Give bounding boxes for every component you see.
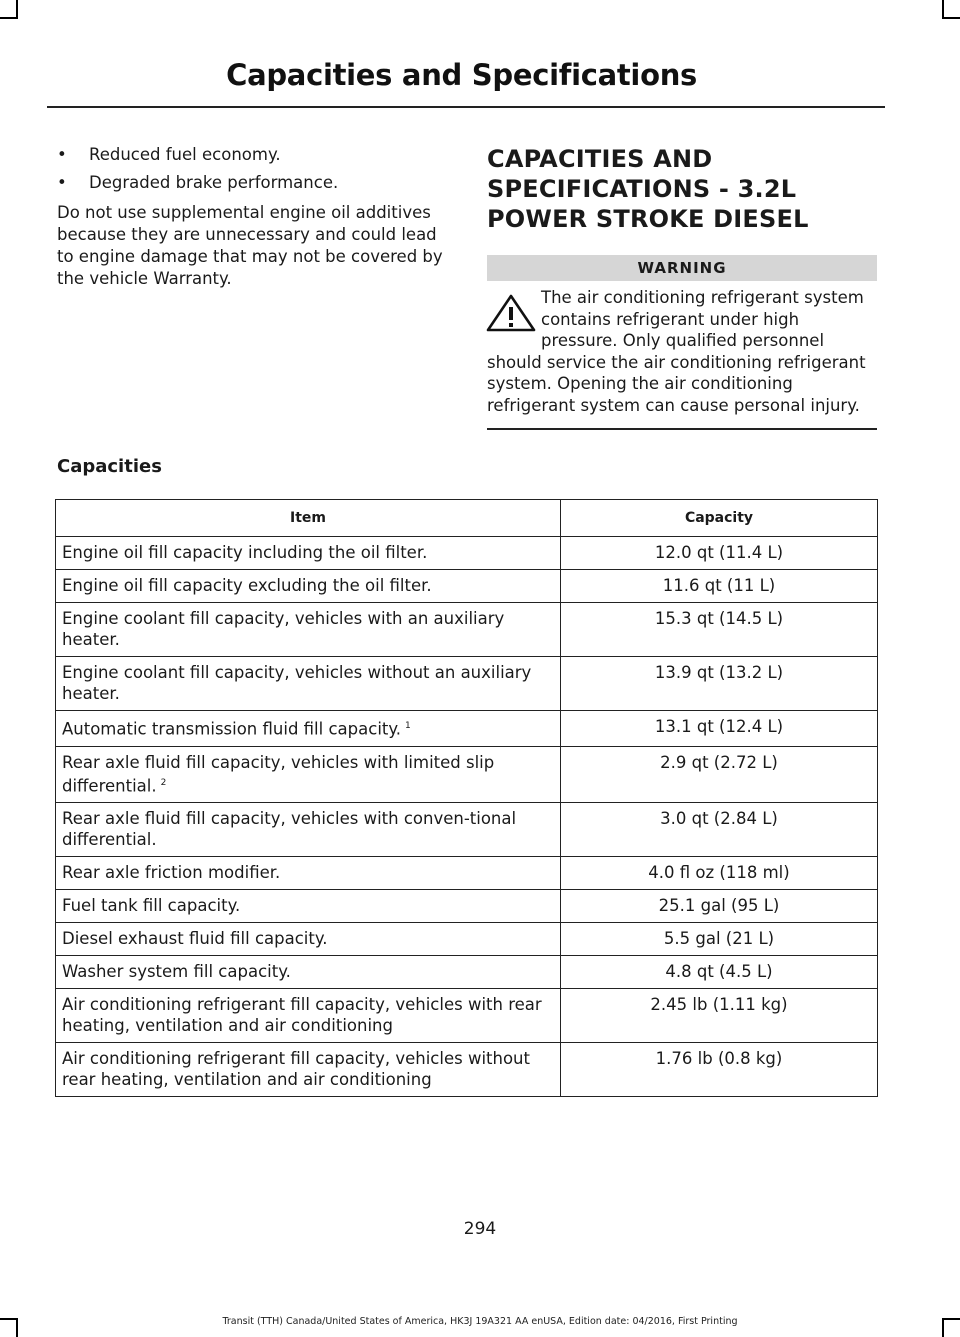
item-cell bbox=[56, 989, 561, 1043]
crop-mark-top-right bbox=[942, 0, 944, 18]
table-body bbox=[56, 537, 878, 1097]
capacity-cell: 5.5 gal (21 L) bbox=[561, 923, 878, 956]
table-row bbox=[56, 711, 878, 747]
warning-box bbox=[487, 287, 877, 416]
item-text: Air conditioning refrigerant fill capacity, vehicles with rear heating, ventilation and air conditioning bbox=[62, 995, 542, 1035]
table-row bbox=[56, 1043, 878, 1097]
capacity-cell: 2.45 lb (1.11 kg) bbox=[561, 989, 878, 1043]
item-text: Engine oil fill capacity including the oil filter. bbox=[62, 543, 428, 562]
bullet-dot: • bbox=[57, 173, 67, 192]
item-cell bbox=[56, 657, 561, 711]
table-header-row bbox=[56, 500, 878, 537]
table-row bbox=[56, 603, 878, 657]
capacity-cell: 11.6 qt (11 L) bbox=[561, 570, 878, 603]
capacities-table bbox=[55, 499, 878, 1097]
capacity-cell: 4.0 fl oz (118 ml) bbox=[561, 857, 878, 890]
item-text: Washer system fill capacity. bbox=[62, 962, 291, 981]
item-cell bbox=[56, 603, 561, 657]
table-row bbox=[56, 570, 878, 603]
item-text: Fuel tank fill capacity. bbox=[62, 896, 241, 915]
heading-line: POWER STROKE DIESEL bbox=[487, 205, 809, 233]
right-column bbox=[487, 144, 877, 430]
item-cell bbox=[56, 711, 561, 747]
item-text: Rear axle friction modifier. bbox=[62, 863, 281, 882]
warning-text: The air conditioning refrigerant system contains refrigerant under high pressure. Only qualified personnel should service the air conditioning refrigerant system. Opening the air conditioning refrigerant system can cause personal injury. bbox=[487, 288, 866, 415]
item-text: Engine coolant fill capacity, vehicles without an auxiliary heater. bbox=[62, 663, 532, 703]
capacity-cell: 12.0 qt (11.4 L) bbox=[561, 537, 878, 570]
bullet-item bbox=[57, 144, 447, 166]
item-cell bbox=[56, 1043, 561, 1097]
capacity-cell: 25.1 gal (95 L) bbox=[561, 890, 878, 923]
table-row bbox=[56, 890, 878, 923]
crop-mark-top-left bbox=[0, 17, 18, 19]
heading-line: CAPACITIES AND bbox=[487, 145, 713, 173]
capacity-cell: 1.76 lb (0.8 kg) bbox=[561, 1043, 878, 1097]
table-row bbox=[56, 803, 878, 857]
item-text: Rear axle fluid fill capacity, vehicles with limited slip differential. bbox=[62, 752, 495, 795]
crop-mark-top-left bbox=[16, 0, 18, 18]
warning-divider bbox=[487, 428, 877, 430]
page-title: Capacities and Specifications bbox=[226, 58, 697, 92]
warning-triangle-icon bbox=[485, 293, 537, 333]
table-row bbox=[56, 956, 878, 989]
capacity-cell: 4.8 qt (4.5 L) bbox=[561, 956, 878, 989]
table-row bbox=[56, 746, 878, 803]
table-row bbox=[56, 537, 878, 570]
section-heading bbox=[487, 144, 877, 234]
item-cell bbox=[56, 923, 561, 956]
footnote-marker: 2 bbox=[160, 777, 167, 788]
item-text: Rear axle fluid fill capacity, vehicles with conven-tional differential. bbox=[62, 809, 517, 849]
bullet-text: Degraded brake performance. bbox=[89, 173, 339, 192]
bullet-item bbox=[57, 172, 447, 194]
footnote-marker: 1 bbox=[405, 721, 411, 731]
table-row bbox=[56, 923, 878, 956]
item-text: Diesel exhaust fluid fill capacity. bbox=[62, 929, 328, 948]
capacity-cell: 3.0 qt (2.84 L) bbox=[561, 803, 878, 857]
table-row bbox=[56, 857, 878, 890]
item-cell bbox=[56, 803, 561, 857]
warning-label: WARNING bbox=[487, 255, 877, 281]
item-cell bbox=[56, 746, 561, 803]
item-text: Air conditioning refrigerant fill capacity, vehicles without rear heating, ventilation and air conditioning bbox=[62, 1049, 530, 1089]
column-header-item: Item bbox=[56, 500, 561, 537]
item-cell bbox=[56, 570, 561, 603]
bullet-text: Reduced fuel economy. bbox=[89, 145, 281, 164]
item-text: Automatic transmission fluid fill capacity. bbox=[62, 719, 402, 739]
item-cell bbox=[56, 890, 561, 923]
item-text: Engine oil fill capacity excluding the oil filter. bbox=[62, 576, 432, 595]
capacity-cell: 15.3 qt (14.5 L) bbox=[561, 603, 878, 657]
column-header-capacity: Capacity bbox=[561, 500, 878, 537]
item-cell bbox=[56, 857, 561, 890]
item-cell bbox=[56, 956, 561, 989]
left-column bbox=[57, 144, 447, 290]
additives-paragraph: Do not use supplemental engine oil additives because they are unnecessary and could lead to engine damage that may not be covered by the vehicle Warranty. bbox=[57, 203, 443, 288]
crop-mark-top-right bbox=[942, 17, 960, 19]
item-text: Engine coolant fill capacity, vehicles with an auxiliary heater. bbox=[62, 609, 505, 649]
page-number: 294 bbox=[463, 1219, 497, 1239]
capacity-cell: 13.1 qt (12.4 L) bbox=[561, 711, 878, 747]
table-row bbox=[56, 657, 878, 711]
title-divider bbox=[47, 106, 885, 108]
footer-edition-info: Transit (TTH) Canada/United States of America, HK3J 19A321 AA enUSA, Edition date: 04/2016, First Printing bbox=[222, 1316, 738, 1327]
table-row bbox=[56, 989, 878, 1043]
capacities-heading: Capacities bbox=[57, 456, 162, 477]
item-cell bbox=[56, 537, 561, 570]
capacity-cell: 13.9 qt (13.2 L) bbox=[561, 657, 878, 711]
capacity-cell: 2.9 qt (2.72 L) bbox=[561, 746, 878, 803]
heading-line: SPECIFICATIONS - 3.2L bbox=[487, 175, 797, 203]
bullet-dot: • bbox=[57, 145, 67, 164]
